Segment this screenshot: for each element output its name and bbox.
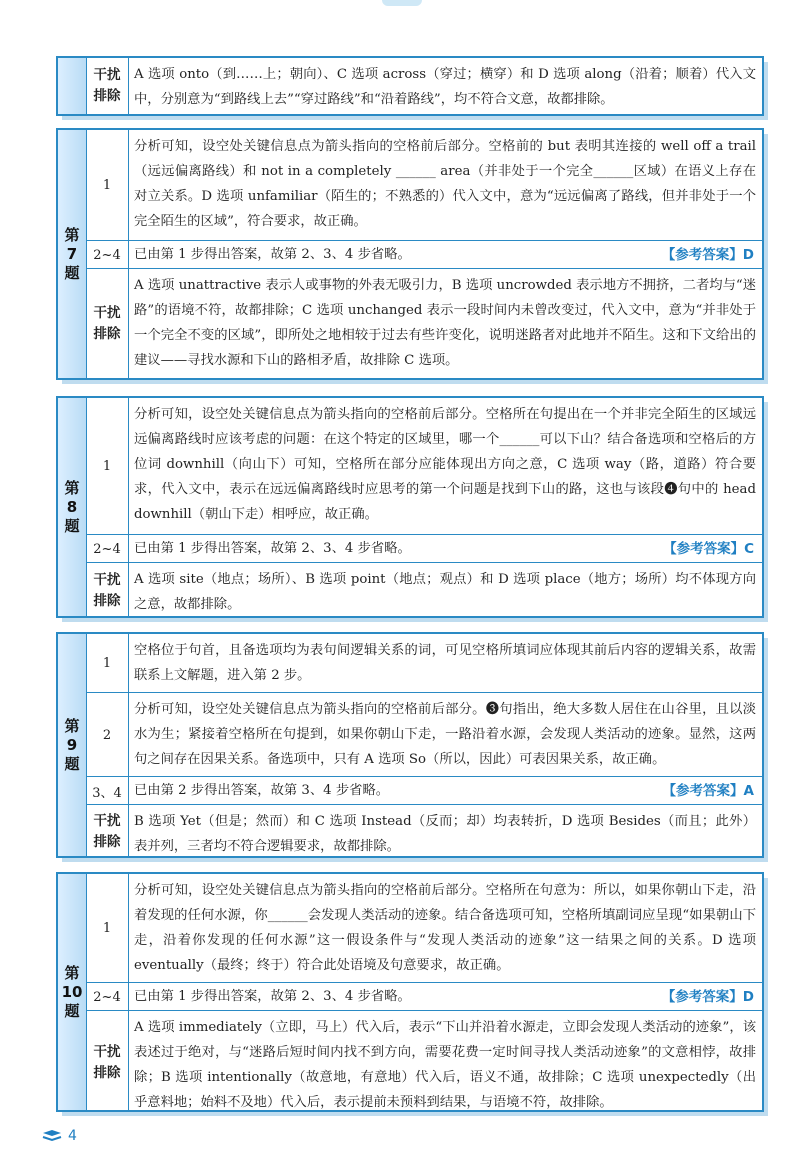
reference-answer: 【参考答案】C bbox=[663, 541, 754, 557]
question-label-char: 题 bbox=[64, 516, 80, 535]
reference-answer: 【参考答案】D bbox=[661, 989, 754, 1005]
step-label-line: 排除 bbox=[93, 326, 121, 342]
question-label-char: 第 bbox=[64, 963, 80, 982]
step-label-line: 干扰 bbox=[93, 305, 121, 321]
question-7-block bbox=[56, 128, 764, 380]
question-label-char: 题 bbox=[64, 754, 80, 773]
step-label-line: 排除 bbox=[93, 1065, 121, 1081]
question-label-char: 第 bbox=[64, 716, 80, 735]
question-label-char: 第 bbox=[64, 225, 80, 244]
answer-row bbox=[86, 776, 762, 805]
page-number: 4 bbox=[68, 1128, 77, 1144]
step-row bbox=[86, 398, 762, 534]
row-text: A 选项 onto（到……上；朝向）、C 选项 across（穿过；横穿）和 D 选项 along（沿着；顺着）代入文中，分别意为“到路线上去”“穿过路线”和“沿着路线”，均不符合文意，故都排除。 bbox=[134, 67, 756, 107]
step-number: 2~4 bbox=[86, 983, 129, 1011]
question-8-block bbox=[56, 396, 764, 618]
step-text: 已由第 1 步得出答案，故第 2、3、4 步省略。 bbox=[134, 541, 411, 556]
step-row bbox=[86, 874, 762, 982]
step-label bbox=[86, 1011, 129, 1115]
step-number: 1 bbox=[86, 398, 129, 534]
question-label bbox=[58, 874, 87, 1110]
step-number: 2~4 bbox=[86, 241, 129, 269]
step-label bbox=[86, 269, 129, 379]
question-label bbox=[58, 634, 87, 856]
step-number: 1 bbox=[86, 130, 129, 240]
step-label-line: 干扰 bbox=[93, 67, 121, 83]
step-row bbox=[86, 692, 762, 777]
top-block-label-column bbox=[58, 58, 87, 114]
step-number: 2~4 bbox=[86, 535, 129, 563]
distract-text: A 选项 immediately（立即，马上）代入后，表示“下山并沿着水源走，立即会发现人类活动的迹象”，该表述过于绝对，与“迷路后短时间内找不到方向，需要花费一定时间寻找人类活动迹象”的文意相悖，故排除；B 选项 intentionally（故意地，有意地）代入后，语义不通，故排除；C 选项 unexpectedly（出乎意料地；始料不及地）代入后，表示提前未预料到结果，与语境不符，故排除。 bbox=[134, 1020, 756, 1110]
step-text: 分析可知，设空处关键信息点为箭头指向的空格前后部分。空格所在句提出在一个并非完全陌生的区域远远偏离路线时应该考虑的问题：在这个特定的区域里，哪一个______可以下山？结合备选项和空格后的方位词 downhill（向山下）可知，空格所在部分应能体现出方向之意，C 选项 way（路，道路）符合要求，代入文中，表示在远远偏离路线时应思考的第一个问题是找到下山的路，这也与该段❹句中的 head downhill（朝山下走）相呼应，故正确。 bbox=[134, 407, 756, 522]
top-decoration bbox=[382, 0, 422, 6]
question-label-number: 8 bbox=[66, 497, 78, 516]
answer-row bbox=[86, 982, 762, 1011]
question-9-block bbox=[56, 632, 764, 858]
question-label-char: 题 bbox=[64, 263, 80, 282]
distract-text: B 选项 Yet（但是；然而）和 C 选项 Instead（反而；却）均表转折，D 选项 Besides（而且；此外）表并列，三者均不符合逻辑要求，故都排除。 bbox=[134, 814, 756, 854]
reference-answer: 【参考答案】A bbox=[662, 783, 754, 799]
answer-row bbox=[86, 534, 762, 563]
step-row bbox=[86, 130, 762, 240]
step-label-line: 干扰 bbox=[93, 572, 121, 588]
step-label bbox=[86, 58, 129, 114]
step-text: 已由第 1 步得出答案，故第 2、3、4 步省略。 bbox=[134, 247, 411, 262]
distract-text: A 选项 unattractive 表示人或事物的外表无吸引力，B 选项 uncrowded 表示地方不拥挤，二者均与“迷路”的语境不符，故都排除；C 选项 unchanged 表示一段时间内未曾改变过，代入文中，意为“并非处于一个完全不变的区域”，即所处之地相较于过去有些许变化，说明迷路者对此地并不陌生。这和下文给出的建议——寻找水源和下山的路相矛盾，故排除 C 选项。 bbox=[134, 278, 756, 368]
step-text: 分析可知，设空处关键信息点为箭头指向的空格前后部分。空格所在句意为：所以，如果你朝山下走，沿着发现的任何水源，你______会发现人类活动的迹象。结合备选项可知，空格所填副词应呈现“如果朝山下走，沿着你发现的任何水源”这一假设条件与“发现人类活动的迹象”这一结果之间的关系。D 选项 eventually（最终；终于）符合此处语境及句意要求，故正确。 bbox=[134, 883, 756, 973]
step-text: 已由第 1 步得出答案，故第 2、3、4 步省略。 bbox=[134, 989, 411, 1004]
question-label-number: 7 bbox=[66, 244, 78, 263]
book-icon bbox=[42, 1129, 62, 1143]
step-text: 分析可知，设空处关键信息点为箭头指向的空格前后部分。空格前的 but 表明其连接的 well off a trail（远远偏离路线）和 not in a completely ______ area（并非处于一个完全______区域）在语义上存在对立关系。D 选项 unfamiliar（陌生的；不熟悉的）代入文中，意为“远远偏离了路线，但并非处于一个完全陌生的区域”，符合要求，故正确。 bbox=[134, 139, 756, 229]
question-label-number: 10 bbox=[61, 982, 83, 1001]
step-number: 1 bbox=[86, 874, 129, 982]
distract-row bbox=[86, 1010, 762, 1115]
step-number: 2 bbox=[86, 693, 129, 777]
reference-answer: 【参考答案】D bbox=[661, 247, 754, 263]
step-label-line: 排除 bbox=[93, 88, 121, 104]
question-label bbox=[58, 130, 87, 378]
step-number: 1 bbox=[86, 634, 129, 692]
step-label-line: 干扰 bbox=[93, 1044, 121, 1060]
step-label bbox=[86, 563, 129, 619]
distract-text: A 选项 site（地点；场所）、B 选项 point（地点；观点）和 D 选项 place（地方；场所）均不体现方向之意，故都排除。 bbox=[134, 572, 756, 612]
step-number: 3、4 bbox=[86, 777, 129, 805]
question-10-block bbox=[56, 872, 764, 1112]
page-footer bbox=[42, 1128, 77, 1144]
distract-row bbox=[86, 268, 762, 379]
distract-row bbox=[86, 804, 762, 859]
step-row bbox=[86, 634, 762, 692]
step-label-line: 排除 bbox=[93, 834, 121, 850]
question-label-number: 9 bbox=[66, 735, 78, 754]
distract-row bbox=[86, 562, 762, 619]
question-label bbox=[58, 398, 87, 616]
answer-row bbox=[86, 240, 762, 269]
step-label-line: 干扰 bbox=[93, 813, 121, 829]
top-distract-row bbox=[86, 58, 762, 114]
step-text: 分析可知，设空处关键信息点为箭头指向的空格前后部分。❸句指出，绝大多数人居住在山谷里，且以淡水为生；紧接着空格所在句提到，如果你朝山下走，一路沿着水源，会发现人类活动的迹象。显然，这两句之间存在因果关系。备选项中，只有 A 选项 So（所以，因此）可表因果关系，故正确。 bbox=[134, 702, 756, 767]
top-continuation-block bbox=[56, 56, 764, 116]
step-text: 已由第 2 步得出答案，故第 3、4 步省略。 bbox=[134, 783, 390, 798]
question-label-char: 题 bbox=[64, 1001, 80, 1020]
step-label-line: 排除 bbox=[93, 593, 121, 609]
step-text: 空格位于句首，且备选项均为表句间逻辑关系的词，可见空格所填词应体现其前后内容的逻辑关系，故需联系上文解题，进入第 2 步。 bbox=[134, 643, 756, 683]
question-label-char: 第 bbox=[64, 478, 80, 497]
step-label bbox=[86, 805, 129, 859]
